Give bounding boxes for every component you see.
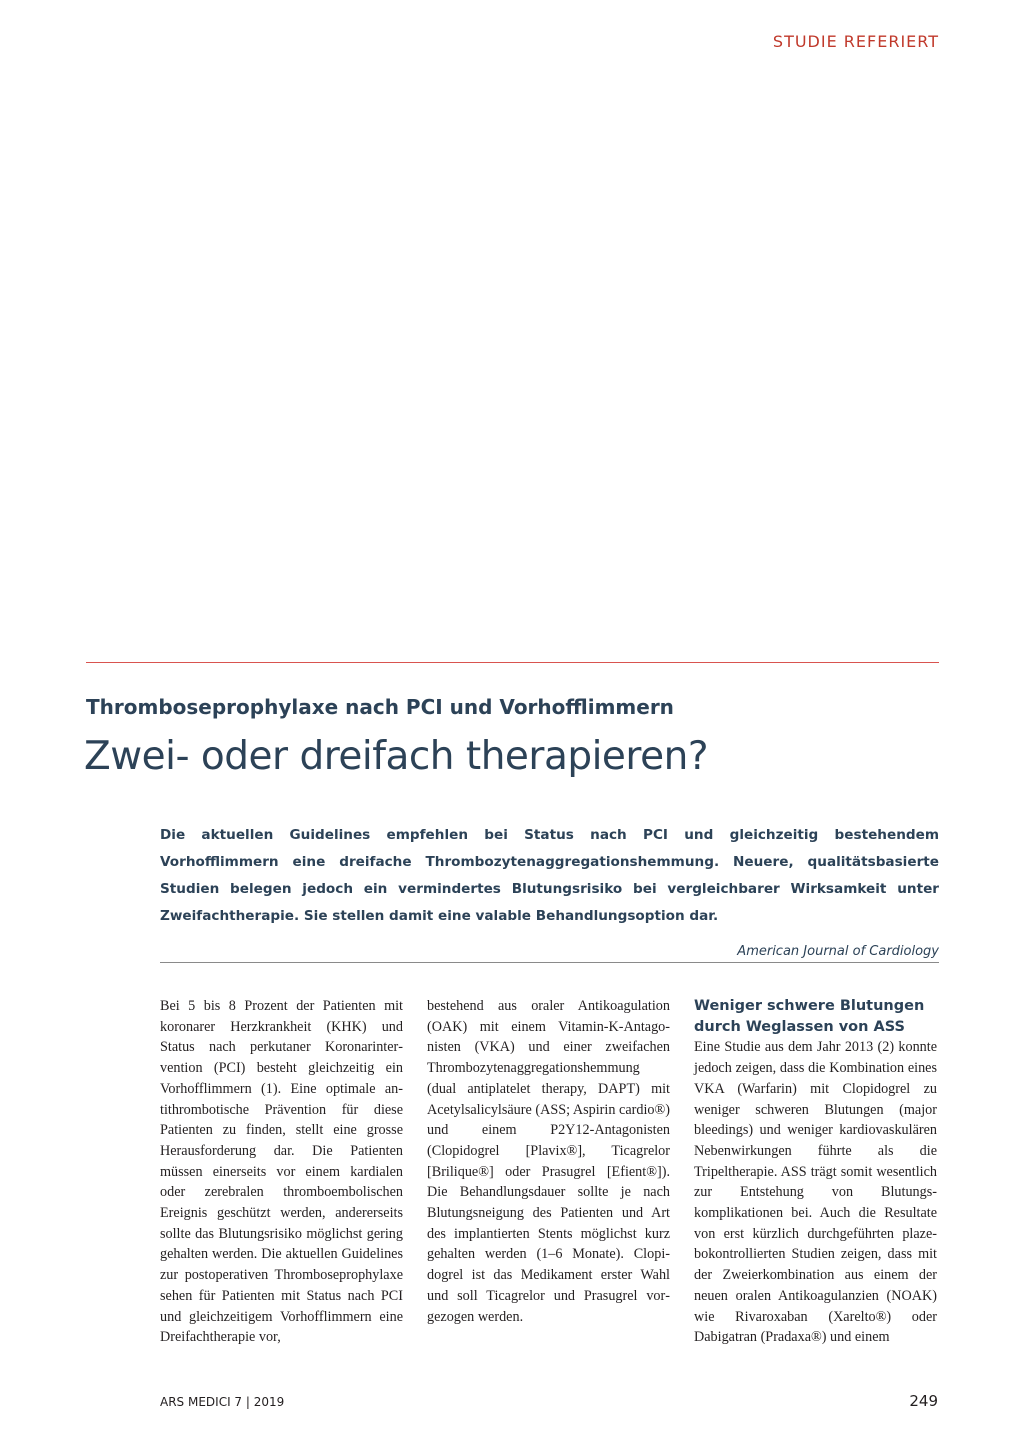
page-number: 249	[909, 1392, 938, 1410]
section-label: STUDIE REFERIERT	[772, 32, 939, 51]
body-column-3-text: Eine Studie aus dem Jahr 2013 (2) konnte jedoch zeigen, dass die Kombination eines VKA (Warfarin) mit Clopidogrel zu weniger schweren Blutungen (major bleedings) und weniger kardiovaskulären Nebenwirkungen führte als die Tripeltherapie. ASS trägt somit wesentlich zur Entstehung von Blutungskomplikationen bei. Auch die Resultate von erst kürzlich durchgeführten plazebokontrollierten Studien zeigen, dass mit der Zweierkombination aus einem der neuen oralen Antikoagulanzien (NOAK) wie Rivaroxaban (Xarelto®) oder Dabigatran (Pradaxa®) und einem	[694, 1039, 937, 1346]
footer-journal: ARS MEDICI 7 | 2019	[160, 1395, 285, 1409]
lead-divider	[160, 962, 939, 963]
body-column-3	[694, 996, 937, 1348]
article-source: American Journal of Cardiology	[737, 944, 939, 959]
body-column-2: bestehend aus oraler Antikoagulation (OAK) mit einem Vitamin-K-Antagonisten (VKA) und einer zweifachen Thrombozytenaggregationshemmung (dual antiplatelet therapy, DAPT) mit Acetylsalicylsäure (ASS; Aspirin cardio®) und einem P2Y12-Antagonisten (Clopidogrel [Plavix®], Ticagrelor [Brilique®] oder Prasugrel [Efient®]). Die Behandlungsdauer sollte je nach Blutungsneigung des Patienten und Art des implantierten Stents möglichst kurz gehalten werden (1–6 Monate). Clopidogrel ist das Medikament erster Wahl und soll Ticagrelor und Prasugrel vorgezogen werden.	[427, 998, 670, 1325]
section-heading: Weniger schwere Blutungen durch Weglassen von ASS	[694, 998, 925, 1035]
article-lead: Die aktuellen Guidelines empfehlen bei Status nach PCI und gleichzeitig bestehendem Vorhofflimmern eine dreifache Thrombozytenaggregationshemmung. Neuere, qualitätsbasierte Studien belegen jedoch ein vermindertes Blutungsrisiko bei vergleichbarer Wirksamkeit unter Zweifachtherapie. Sie stellen damit eine valable Behandlungsoption dar.	[160, 827, 939, 924]
top-divider	[86, 662, 939, 663]
article-title: Zwei- oder dreifach therapieren?	[84, 734, 709, 779]
body-column-1: Bei 5 bis 8 Prozent der Patienten mit koronarer Herzkrankheit (KHK) und Status nach perkutaner Koronarintervention (PCI) besteht gleichzeitig ein Vorhofflimmern (1). Eine optimale antithrombotische Prävention für diese Patienten zu finden, stellt eine grosse Herausforderung dar. Die Patienten müssen einerseits vor einem kardialen oder zerebralen thromboembolischen Ereignis geschützt werden, andererseits sollte das Blutungsrisiko möglichst gering gehalten werden. Die aktuellen Guidelines zur postoperativen Thromboseprophylaxe sehen für Patienten mit Status nach PCI und gleichzeitigem Vorhofflimmern eine Dreifachtherapie vor,	[160, 998, 403, 1346]
article-kicker: Thromboseprophylaxe nach PCI und Vorhofflimmern	[86, 695, 674, 719]
